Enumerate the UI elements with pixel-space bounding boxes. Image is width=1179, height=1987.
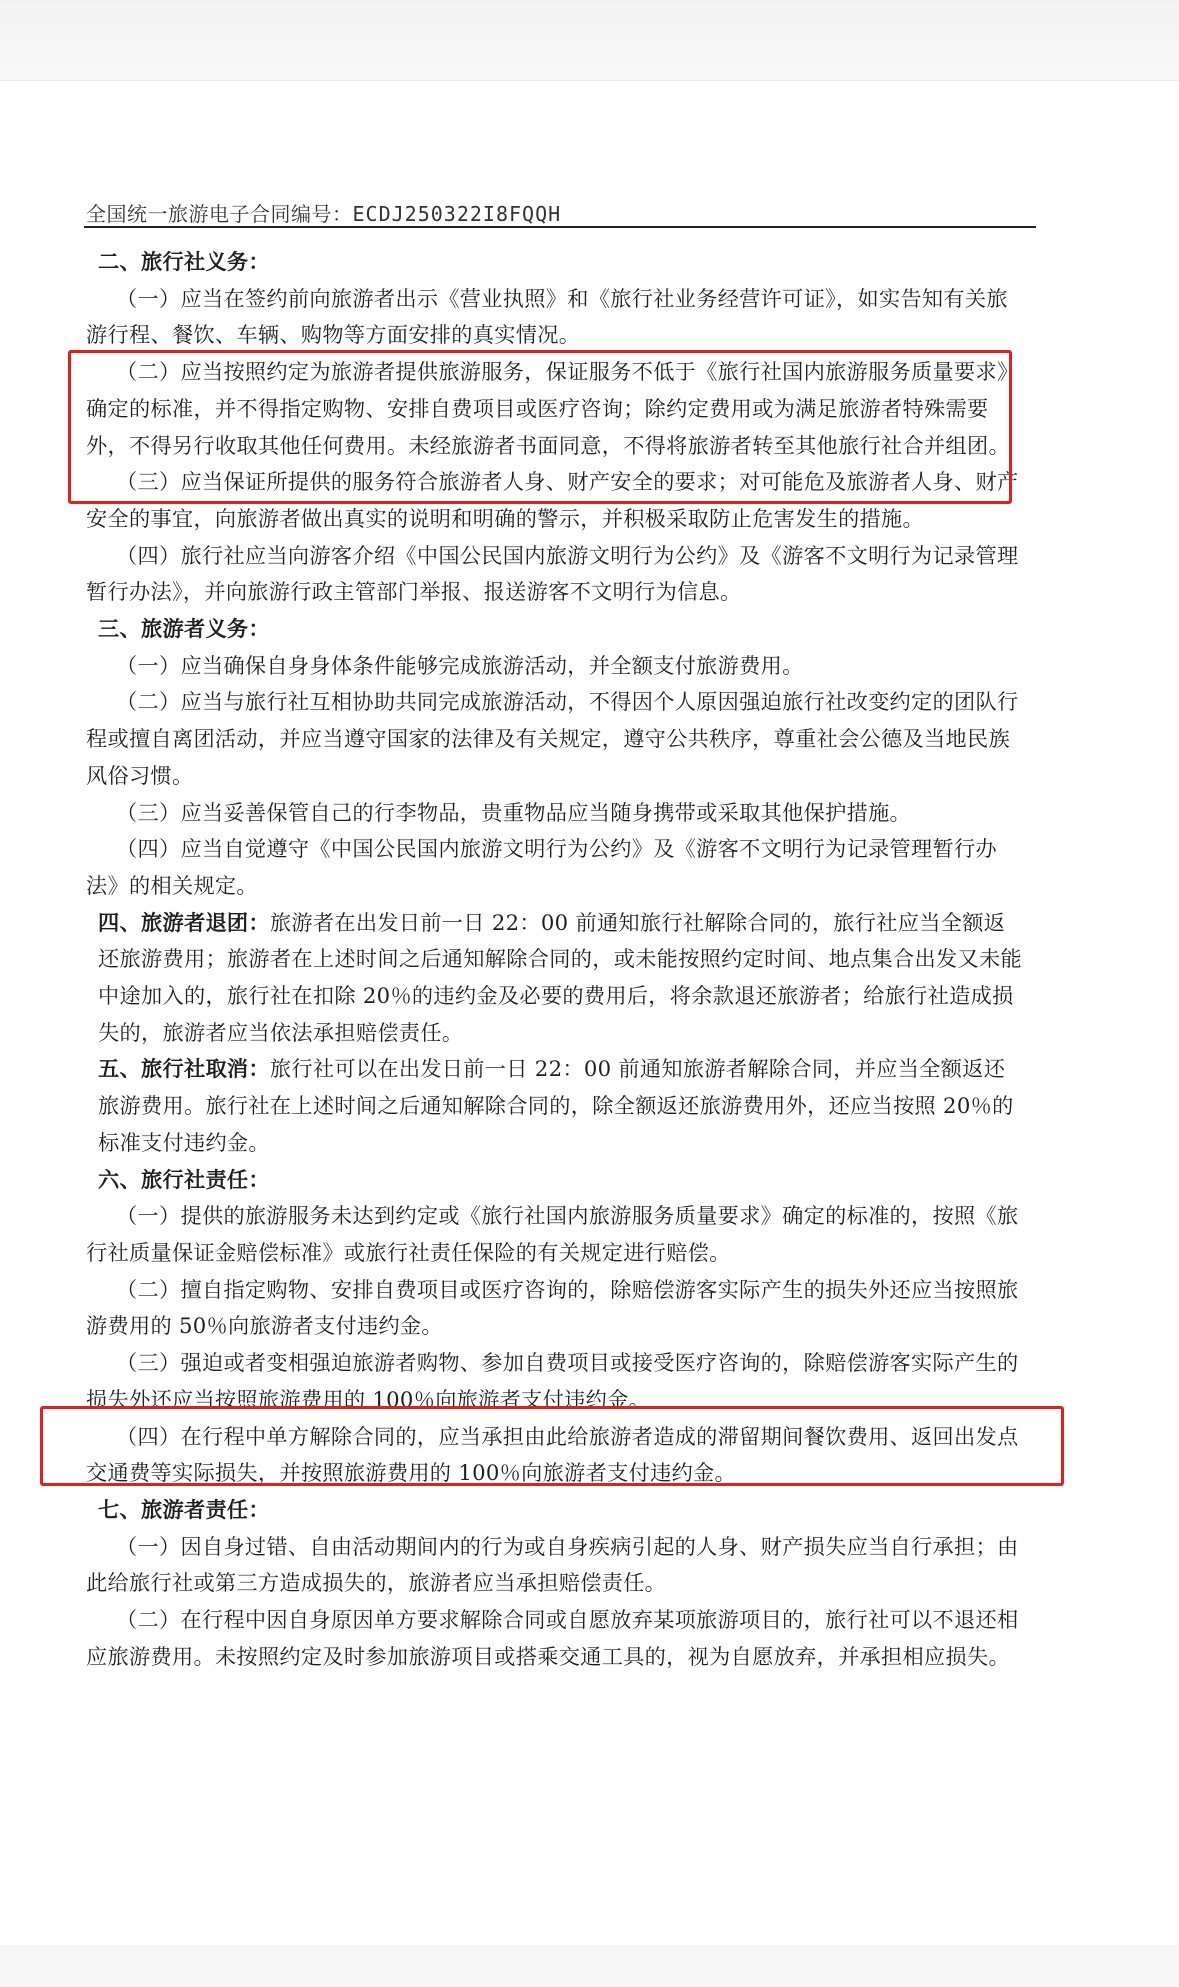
clause-paragraph: （一）应当确保自身身体条件能够完成旅游活动，并全额支付旅游费用。 [116,652,804,678]
section-heading: 七、旅游者责任： [98,1496,270,1522]
contract-number-code: ECDJ250322I8FQQH [352,202,562,226]
section-paragraph-with-title [86,1051,1026,1161]
clause-paragraph: （二）应当按照约定为旅游者提供旅游服务，保证服务不低于《旅行社国内旅游服务质量要求》确定的标准，并不得指定购物、安排自费项目或医疗咨询；除约定费用或为满足旅游者特殊需要外，不得另行收取其他任何费用。未经旅游者书面同意，不得将旅游者转至其他旅行社合并组团。 [86,359,1019,458]
clause-paragraph: （四）旅行社应当向游客介绍《中国公民国内旅游文明行为公约》及《游客不文明行为记录管理暂行办法》，并向旅游行政主管部门举报、报送游客不文明行为信息。 [86,542,1019,605]
clause-paragraph: （三）应当妥善保管自己的行李物品，贵重物品应当随身携带或采取其他保护措施。 [116,799,912,825]
highlight-box-clause-6-3 [40,1406,1064,1486]
section-inline-text: 旅行社可以在出发日前一日 22：00 前通知旅游者解除合同，并应当全额返还旅游费用。旅行社在上述时间之后通知解除合同的，除全额返还旅游费用外，还应当按照 20％的标准支付违约金。 [98,1056,1014,1155]
clause-paragraph: （三）强迫或者变相强迫旅游者购物、参加自费项目或接受医疗咨询的，除赔偿游客实际产生的损失外还应当按照旅游费用的 100％向旅游者支付违约金。 [86,1350,1019,1412]
clause-paragraph: （一）应当在签约前向旅游者出示《营业执照》和《旅行社业务经营许可证》，如实告知有关旅游行程、餐饮、车辆、购物等方面安排的真实情况。 [86,285,1008,348]
clause-paragraph: （四）应当自觉遵守《中国公民国内旅游文明行为公约》及《游客不文明行为记录管理暂行办法》的相关规定。 [86,836,997,898]
viewer-top-bar [0,0,1179,81]
clause-paragraph: （一）因自身过错、自由活动期间内的行为或自身疾病引起的人身、财产损失应当自行承担；由此给旅行社或第三方造成损失的，旅游者应当承担赔偿责任。 [86,1533,1019,1596]
clause-paragraph: （二）擅自指定购物、安排自费项目或医疗咨询的，除赔偿游客实际产生的损失外还应当按照旅游费用的 50％向旅游者支付违约金。 [86,1276,1019,1339]
contract-number-header [86,198,1036,227]
clause-paragraph: （三）应当保证所提供的服务符合旅游者人身、财产安全的要求；对可能危及旅游者人身、财产安全的事宜，向旅游者做出真实的说明和明确的警示，并积极采取防止危害发生的措施。 [86,469,1019,531]
section-heading: 二、旅行社义务： [98,249,270,274]
section-paragraph-with-title [86,905,1026,1052]
clause-paragraph: （二）在行程中因自身原因单方要求解除合同或自愿放弃某项旅游项目的，旅行社可以不退还相应旅游费用。未按照约定及时参加旅游项目或搭乘交通工具的，视为自愿放弃，并承担相应损失。 [86,1607,1019,1669]
section-inline-title: 五、旅行社取消： [98,1056,270,1082]
clause-paragraph: （四）在行程中单方解除合同的，应当承担由此给旅游者造成的滞留期间餐饮费用、返回出发点交通费等实际损失，并按照旅游费用的 100％向旅游者支付违约金。 [86,1423,1019,1486]
section-inline-title: 四、旅游者退团： [98,909,270,935]
contract-number-label: 全国统一旅游电子合同编号： [86,202,353,226]
viewer-bottom-bar [0,1945,1179,1987]
section-heading: 六、旅行社责任： [98,1166,270,1192]
clause-paragraph: （二）应当与旅行社互相协助共同完成旅游活动，不得因个人原因强迫旅行社改变约定的团队行程或擅自离团活动，并应当遵守国家的法律及有关规定，遵守公共秩序，尊重社会公德及当地民族风俗习惯。 [86,689,1019,788]
header-rule [84,226,1036,228]
clause-paragraph: （一）提供的旅游服务未达到约定或《旅行社国内旅游服务质量要求》确定的标准的，按照《旅行社质量保证金赔偿标准》或旅行社责任保险的有关规定进行赔偿。 [86,1203,1019,1265]
section-inline-text: 旅游者在出发日前一日 22：00 前通知旅行社解除合同的，旅行社应当全额返还旅游费用；旅游者在上述时间之后通知解除合同的，或未能按照约定时间、地点集合出发又未能中途加入的，旅行社在扣除 20％的违约金及必要的费用后，将余款退还旅游者；给旅行社造成损失的，旅游者应当依法承担赔偿责任。 [98,909,1022,1045]
section-heading: 三、旅游者义务： [98,616,270,642]
highlight-box-clause-2-2 [68,350,1012,504]
